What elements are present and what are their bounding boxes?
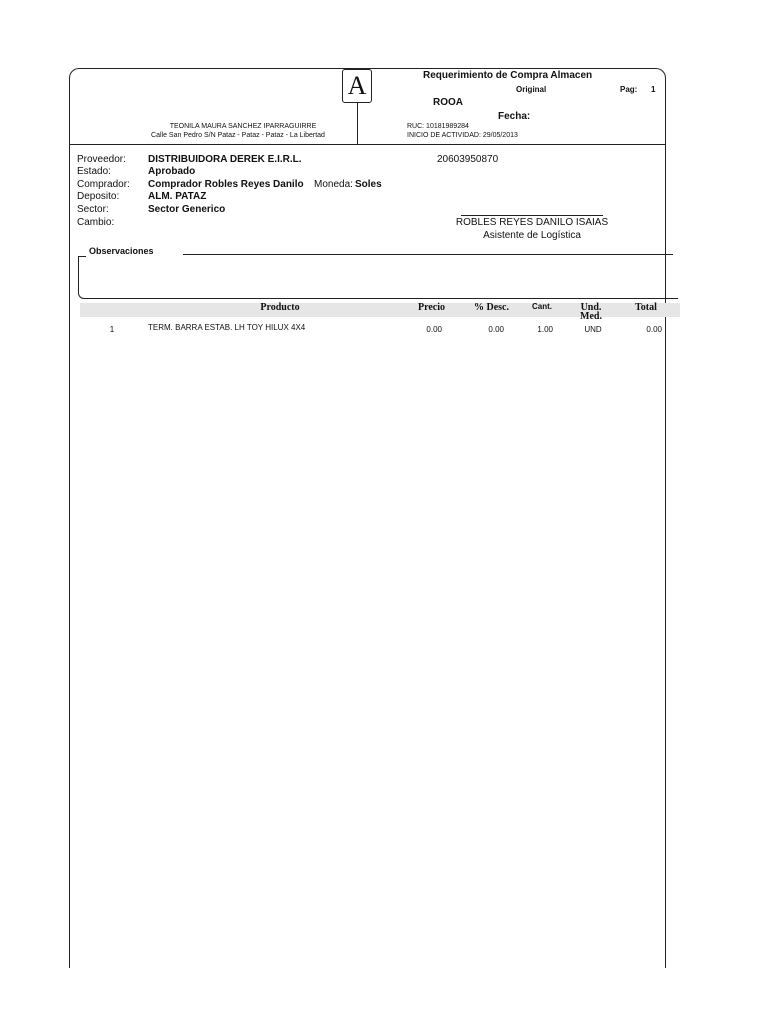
signature-role: Asistente de Logística [483,230,581,241]
signature-line [461,215,603,216]
header-bottom-line-left [69,144,596,145]
document-title: Requerimiento de Compra Almacen [423,70,593,81]
proveedor-ruc: 20603950870 [437,154,499,165]
document-frame [69,68,666,968]
sector-value: Sector Generico [148,204,226,215]
row-discount: 0.00 [488,325,504,334]
copy-type: Original [516,85,547,94]
deposito-value: ALM. PATAZ [148,191,207,202]
row-price: 0.00 [426,325,442,334]
moneda-value: Soles [355,179,382,190]
column-header-desc: % Desc. [474,302,509,313]
page-label: Pag: [620,85,638,94]
column-header-producto: Producto [260,302,300,313]
header-divider-vertical [357,103,358,144]
row-total: 0.00 [646,325,662,334]
page-number: 1 [651,85,656,94]
company-address: Calle San Pedro S/N Pataz - Pataz - Pataz - La Libertad [151,132,325,139]
estado-value: Aprobado [148,166,196,177]
observaciones-top-line-right [183,254,673,255]
column-header-med: Med. [580,311,602,322]
column-header-und: Und. [580,302,602,313]
row-product: TERM. BARRA ESTAB. LH TOY HILUX 4X4 [148,323,306,332]
company-name: TEONILA MAURA SANCHEZ IPARRAGUIRRE [169,123,317,130]
column-header-precio: Precio [418,302,446,313]
signature-name: ROBLES REYES DANILO ISAIAS [455,217,609,228]
observaciones-top-line-left [78,256,86,257]
column-header-total: Total [635,302,657,313]
row-unit: UND [584,325,602,334]
document-series: ROOA [433,97,463,108]
proveedor-label: Proveedor: [77,154,126,165]
header-bottom-line-right [596,144,666,145]
estado-label: Estado: [77,166,111,177]
company-start-date: INICIO DE ACTIVIDAD: 29/05/2013 [407,132,518,139]
comprador-value: Comprador Robles Reyes Danilo [148,179,304,190]
cambio-label: Cambio: [77,217,115,228]
sector-label: Sector: [77,204,109,215]
company-ruc: RUC: 10181989284 [407,123,469,130]
document-letter-box: A [342,69,372,103]
row-quantity: 1.00 [537,325,553,334]
row-item-number: 1 [109,325,115,334]
moneda-label: Moneda: [314,179,353,190]
fecha-label: Fecha: [498,111,531,122]
proveedor-value: DISTRIBUIDORA DEREK E.I.R.L. [148,154,302,165]
deposito-label: Deposito: [77,191,120,202]
comprador-label: Comprador: [77,179,130,190]
observaciones-title: Observaciones [89,246,154,256]
column-header-cant: Cant. [532,302,552,311]
observaciones-box [78,256,678,299]
